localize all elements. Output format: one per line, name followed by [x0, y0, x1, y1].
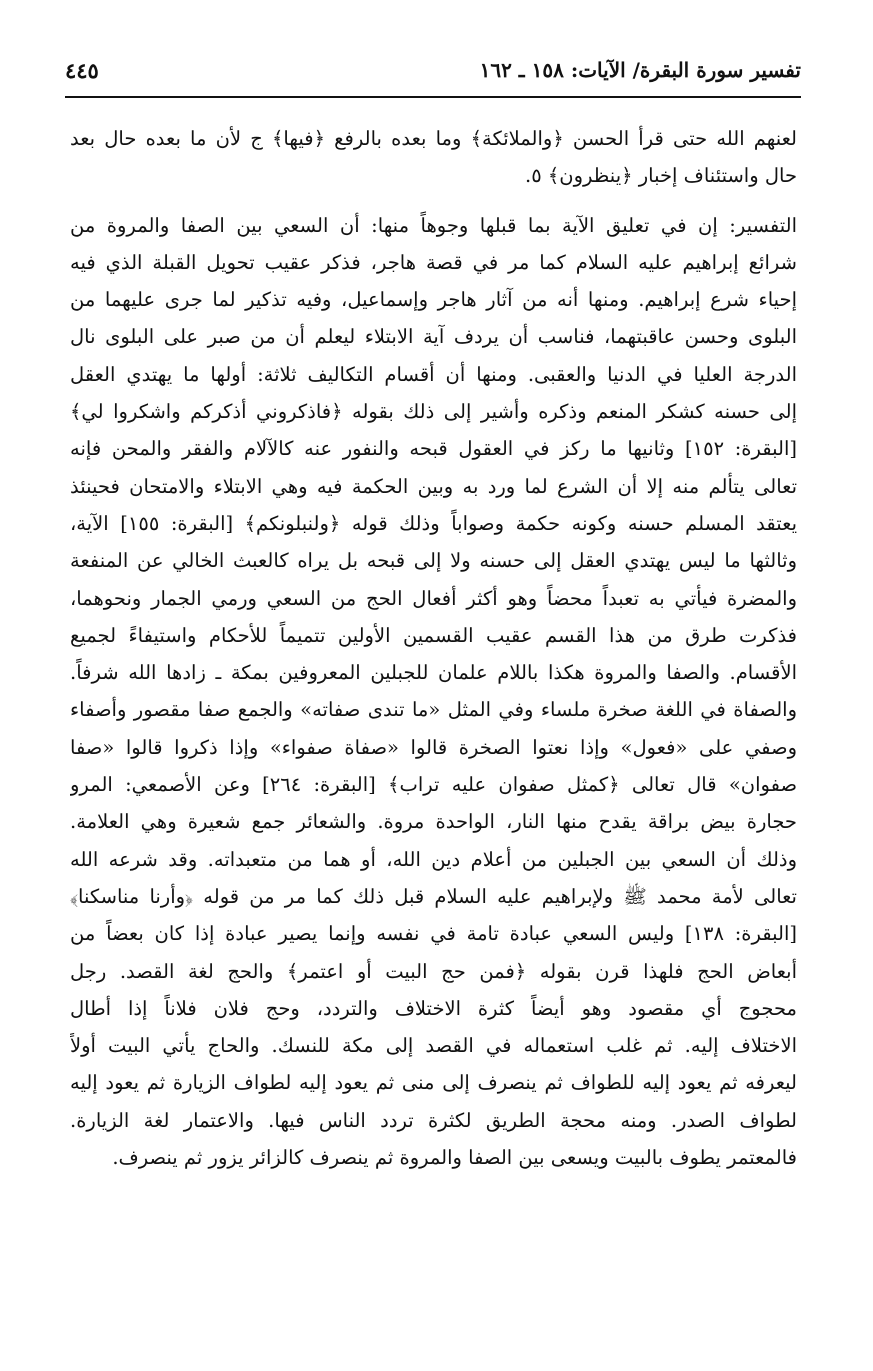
- text-line: [البقرة: ١٥٢] وثانيها ما ركز في العقول قبحه والنفور عنه كالآلام والفقر والمحن فإنه: [70, 437, 797, 461]
- text-line: تعالى يتألم منه إلا أن الشرع لما ورد به وبين الحكمة فيه وهي الابتلاء والامتحان فحينئذ: [70, 474, 797, 498]
- text-line: [البقرة: ١٣٨] وليس السعي عبادة تامة في نفسه وإنما يصير عبادة إذا كان بعضاً من: [70, 922, 797, 946]
- text-line: إحياء شرع إبراهيم. ومنها أنه من آثار هاجر وإسماعيل، وفيه تذكير لما جرى عليهما من: [70, 288, 797, 312]
- text-line: والصفاة في اللغة صخرة ملساء وفي المثل «ما تندى صفاته» والجمع صفا مقصور وأصفاء: [70, 698, 797, 722]
- text-line: لطواف الصدر. ومنه محجة الطريق لكثرة تردد الناس فيها. والاعتمار لغة الزيارة.: [70, 1108, 797, 1132]
- text-line: الأقسام. والصفا والمروة هكذا باللام علمان للجبلين المعروفين بمكة ـ زادها الله شرفاً.: [70, 661, 797, 685]
- text-line: حجارة بيض براقة يقدح منها النار، الواحدة مروة. والشعائر جمع شعيرة وهي العلامة.: [70, 810, 797, 834]
- text-line: يعتقد المسلم حسنه وكونه حكمة وصواباً وذلك قوله ﴿ولنبلونكم﴾ [البقرة: ١٥٥] الآية،: [70, 511, 797, 535]
- text-line: البلوى وحسن عاقبتهما، فناسب أن يردف آية الابتلاء ليعلم أن من صبر على البلوى نال: [70, 325, 797, 349]
- page-number: ٤٤٥: [65, 58, 99, 83]
- text-line: وثالثها ما ليس يهتدي العقل إلى حسنه ولا إلى قبحه بل يراه كالعبث الخالي عن المنفعة: [70, 549, 797, 573]
- text-line: التفسير: إن في تعليق الآية بما قبلها وجوهاً منها: أن السعي بين الصفا والمروة من: [70, 213, 797, 237]
- page-header: [65, 52, 801, 92]
- text-line: والمضرة فيأتي به تعبداً محضاً وهو أكثر أفعال الحج من السعي ورمي الجمار ونحوهما،: [70, 586, 797, 610]
- text-line: أبعاض الحج فلهذا قرن بقوله ﴿فمن حج البيت أو اعتمر﴾ والحج لغة القصد. رجل: [70, 959, 797, 983]
- text-line: وذلك أن السعي بين الجبلين من أعلام دين الله، أو هما من متعبداته. وقد شرعه الله: [70, 847, 797, 871]
- running-title: تفسير سورة البقرة/ الآيات: ١٥٨ ـ ١٦٢: [479, 58, 801, 82]
- text-line: الاختلاف إليه. ثم غلب استعماله في القصد إلى مكة للنسك. والحاج يأتي البيت أولاً: [70, 1034, 797, 1058]
- text-line: فذكرت طرق من هذا القسم عقيب القسمين الأولين تتميماً للأحكام واستيفاءً لجميع: [70, 623, 797, 647]
- text-line: تعالى لأمة محمد ﷺ ولإبراهيم عليه السلام قبل ذلك كما مر من قوله ﴿وأرنا مناسكنا﴾: [70, 884, 797, 908]
- text-line: شرائع إبراهيم عليه السلام كما مر في قصة هاجر، فذكر عقيب تحويل القبلة الذي فيه: [70, 250, 797, 274]
- text-line: لعنهم الله حتى قرأ الحسن ﴿والملائكة﴾ وما بعده بالرفع ﴿فيها﴾ ج لأن ما بعده حال بعد: [70, 127, 797, 150]
- text-line: فالمعتمر يطوف بالبيت ويسعى بين الصفا والمروة ثم ينصرف كالزائر يزور ثم ينصرف.: [112, 1146, 797, 1170]
- text-line: حال واستئناف إخبار ﴿ينظرون﴾ ٥.: [525, 164, 797, 188]
- text-line: ليعرفه ثم يعود إليه للطواف ثم ينصرف إلى منى ثم يعود إليه لطواف الزيارة ثم يعود إليه: [70, 1071, 797, 1095]
- header-divider: [65, 96, 801, 98]
- text-line: صفوان» قال تعالى ﴿كمثل صفوان عليه تراب﴾ [البقرة: ٢٦٤] وعن الأصمعي: المرو: [70, 773, 797, 797]
- text-line: وصفي على «فعول» وإذا نعتوا الصخرة قالوا «صفاة صفواء» وإذا ذكروا قالوا «صفا: [70, 735, 797, 759]
- text-line: إلى حسنه كشكر المنعم وذكره وأشير إلى ذلك بقوله ﴿فاذكروني أذكركم واشكروا لي﴾: [70, 400, 797, 424]
- page-body: [70, 120, 797, 1176]
- text-line: محجوج أي مقصود وهو أيضاً كثرة الاختلاف والتردد، وحج فلان فلاناً إذا أطال: [70, 996, 797, 1020]
- text-line: الدرجة العليا في الدنيا والعقبى. ومنها أن أقسام التكاليف ثلاثة: أولها ما يهتدي العقل: [70, 362, 797, 386]
